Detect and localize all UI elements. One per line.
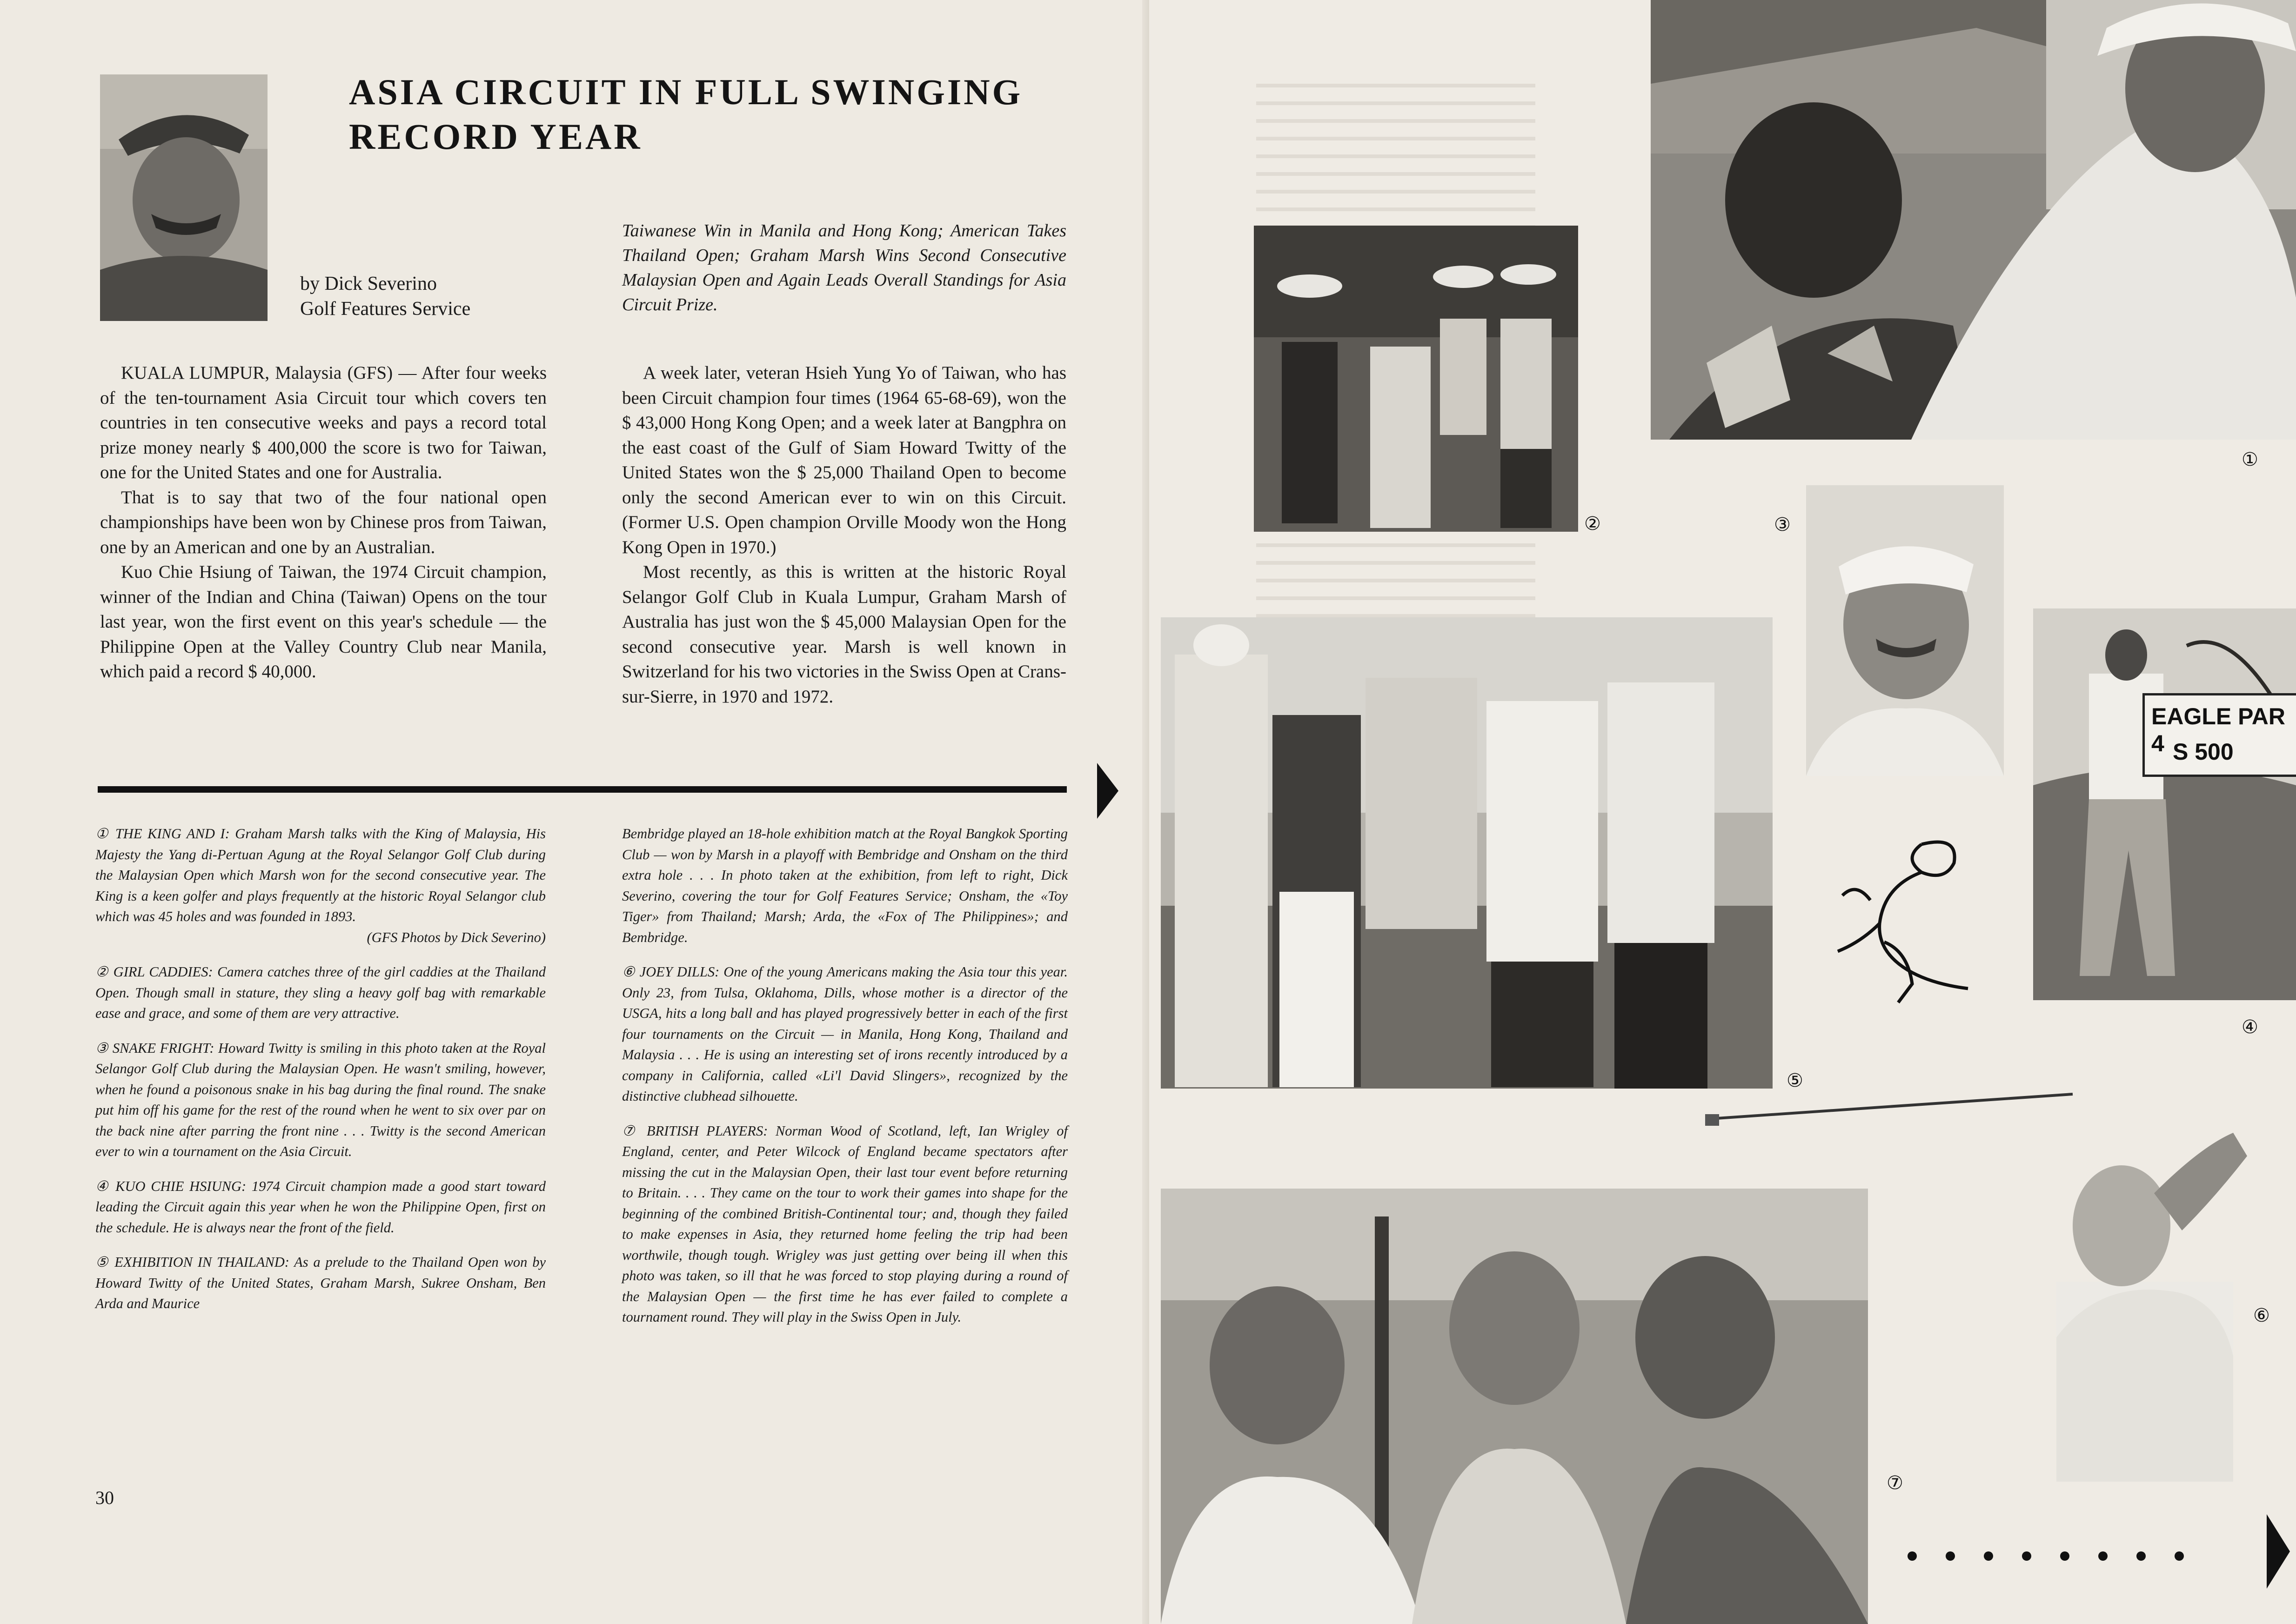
photo-howard-twitty	[1806, 485, 2004, 776]
photo-marker-7: ⑦	[1887, 1472, 1903, 1494]
body-paragraph: Most recently, as this is written at the historic Royal Selangor Golf Club in Kuala Lumpur, Graham Marsh of Australia has just won the $ 45,000 Malaysian Open for the second consecutive year. Marsh is well known in Switzerland for his two victories in the Swiss Open at Crans-sur-Sierre, in 1970 and 1972.	[622, 562, 1066, 707]
photo-marker-6: ⑥	[2253, 1305, 2270, 1326]
byline	[300, 271, 470, 321]
caption-4: ④ KUO CHIE HSIUNG: 1974 Circuit champion made a good start toward leading the Circuit again this year when he won the Philippine Open, first on the schedule. He is always near the front of the field.	[95, 1178, 546, 1236]
arrow-right-icon	[1097, 763, 1118, 819]
caption-5: ⑤ EXHIBITION IN THAILAND: As a prelude to the Thailand Open won by Howard Twitty of the United States, Graham Marsh, Sukree Onsham, Ben Arda and Maurice	[95, 1254, 546, 1311]
byline-author: by Dick Severino	[300, 273, 437, 294]
dot	[1908, 1551, 1917, 1561]
photo-kuo-chie-hsiung	[2033, 608, 2296, 1000]
photo-marker-1: ①	[2242, 449, 2258, 470]
photo-marker-3: ③	[1774, 514, 1791, 535]
photo-exhibition-thailand	[1161, 617, 1773, 1089]
continuation-dots	[1908, 1551, 2184, 1561]
golf-club-shaft	[1705, 1089, 2077, 1126]
sign-text-2: S 500	[2173, 739, 2234, 765]
caption-7: ⑦ BRITISH PLAYERS: Norman Wood of Scotland, left, Ian Wrigley of England, center, and Peter Wilcock of England became spectators after missing the cut in the Malaysian Open, their last tour event before returning to Britain. . . . They came on the tour to work their games into shape for the beginning of the combined British-Continental tour; and, though they failed to make expenses in Asia, they returned home feeling the trip had been worthwile, though tough. Wrigley was just getting over being ill when this photo was taken, so ill that he was forced to stop playing during a round of the Malaysian Open — the first time he has ever failed to complete a tournament round. They will play in the Swiss Open in July.	[622, 1123, 1068, 1325]
byline-service: Golf Features Service	[300, 298, 471, 320]
sign-text-1: EAGLE PAR 4	[2151, 703, 2285, 756]
photo-marker-4: ④	[2242, 1016, 2258, 1038]
dot	[2136, 1551, 2146, 1561]
title-line-2: RECORD YEAR	[349, 116, 643, 157]
photo-marker-5: ⑤	[1787, 1070, 1803, 1091]
body-column-2	[622, 361, 1066, 709]
golfer-doodle-icon	[1828, 830, 1982, 1007]
body-paragraph: That is to say that two of the four national open championships have been won by Chinese pros from Taiwan, one by an American and one by an Australian.	[100, 487, 547, 557]
caption-2: ② GIRL CADDIES: Camera catches three of the girl caddies at the Thailand Open. Though small in stature, they sling a heavy golf bag with remarkable ease and grace, and some of them are very attractive.	[95, 964, 546, 1021]
captions-column-2	[622, 823, 1068, 1342]
photo-joey-dills	[2015, 1114, 2275, 1482]
body-paragraph: A week later, veteran Hsieh Yung Yo of Taiwan, who has been Circuit champion four times (1964 65-68-69), won the $ 43,000 Hong Kong Open; and a week later at Bangphra on the east coast of the Gulf of Siam Howard Twitty of the United States won the $ 25,000 Thailand Open to become only the second American ever to win on this Circuit. (Former U.S. Open champion Orville Moody won the Hong Kong Open in 1970.)	[622, 363, 1066, 557]
caption-1-text: ① THE KING AND I: Graham Marsh talks with the King of Malaysia, His Majesty the Yang di-Pertuan Agung at the Royal Selangor Golf Club during the Malaysian Open which Marsh won for the second consecutive year. The King is a keen golfer and plays frequently at the historic Royal Selangor club which was 45 holes and was founded in 1893.	[95, 826, 546, 924]
dot	[2175, 1551, 2184, 1561]
dot	[2022, 1551, 2031, 1561]
dot	[2098, 1551, 2108, 1561]
article-title	[349, 70, 1075, 159]
author-portrait-photo	[100, 74, 268, 321]
dot	[2060, 1551, 2069, 1561]
caption-1	[95, 823, 546, 948]
title-line-1: ASIA CIRCUIT IN FULL SWINGING	[349, 72, 1023, 112]
photo-king-and-marsh	[1651, 0, 2296, 440]
section-divider	[98, 786, 1067, 793]
body-column-1	[100, 361, 547, 684]
article-deck: Taiwanese Win in Manila and Hong Kong; American Takes Thailand Open; Graham Marsh Wins Second Consecutive Malaysian Open and Again Leads Overall Standings for Asia Circuit Prize.	[622, 221, 1066, 314]
page-number: 30	[95, 1487, 114, 1508]
photo-marker-2: ②	[1584, 513, 1601, 535]
body-paragraph: KUALA LUMPUR, Malaysia (GFS) — After four weeks of the ten-tournament Asia Circuit tour which covers ten countries in ten consecutive weeks and pays a record total prize money nearly $ 400,000 the score is two for Taiwan, one for the United States and one for Australia.	[100, 363, 547, 482]
photo-british-players	[1161, 1189, 1868, 1624]
body-paragraph: Kuo Chie Hsiung of Taiwan, the 1974 Circuit champion, winner of the Indian and China (Taiwan) Opens on the tour last year, won the first event on this year's schedule — the Philippine Open at the Valley Country Club near Manila, which paid a record $ 40,000.	[100, 562, 547, 682]
eagle-par-sign	[2142, 693, 2296, 777]
dot	[1946, 1551, 1955, 1561]
arrow-right-icon	[2267, 1514, 2290, 1589]
photo-credit: (GFS Photos by Dick Severino)	[367, 929, 546, 945]
photo-girl-caddies	[1254, 226, 1578, 532]
captions-column-1	[95, 823, 546, 1328]
caption-5-continued: Bembridge played an 18-hole exhibition match at the Royal Bangkok Sporting Club — won by Marsh in a playoff with Bembridge and Onsham on the third extra hole . . . In photo taken at the exhibition, from left to right, Dick Severino, covering the tour for Golf Features Service; Onsham, the «Toy Tiger» from Thailand; Marsh; Arda, the «Fox of The Philippines»; and Bembridge.	[622, 826, 1068, 945]
caption-3: ③ SNAKE FRIGHT: Howard Twitty is smiling in this photo taken at the Royal Selangor Golf Club during the Malaysian Open. He wasn't smiling, however, when he found a poisonous snake in his bag during the final round. The snake put him off his game for the rest of the round when he went to six over par on the back nine after parring the front nine . . . Twitty is the second American ever to win a tournament on the Asia Circuit.	[95, 1040, 546, 1159]
dot	[1984, 1551, 1993, 1561]
caption-6: ⑥ JOEY DILLS: One of the young Americans making the Asia tour this year. Only 23, from Tulsa, Oklahoma, Dills, whose mother is a director of the USGA, hits a long ball and has played progressively better in each of the first four tournaments on the Circuit — in Manila, Hong Kong, Thailand and Malaysia . . . He is using an interesting set of irons recently introduced by a company in California, called «Li'l David Slingers», recognized by the distinctive clubhead silhouette.	[622, 964, 1068, 1104]
